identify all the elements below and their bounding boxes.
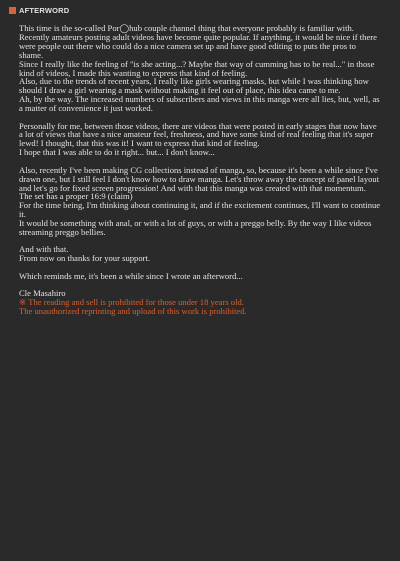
- paragraph-5: [19, 272, 381, 281]
- text-line: Personally for me, between those videos, there are videos that were posted in early stages that now have a lot of views that have a nice amateur feel, freshness, and have some kind of real feeling that it's super lewd! I thought, that this was it! I want to express that kind of feeling.: [19, 120, 377, 149]
- afterword-body: [19, 24, 381, 316]
- paragraph-4: [19, 245, 381, 263]
- text-line: The set has a proper 16:9 (claim): [19, 191, 133, 202]
- text-line: I hope that I was able to do it right... but... I don't know...: [19, 147, 215, 158]
- afterword-header: [9, 6, 69, 15]
- text-line: It would be something with anal, or with a lot of guys, or with a preggo belly. By the way I like videos streaming preggo bellies.: [19, 218, 372, 238]
- text-line: Ah, by the way. The increased numbers of subscribers and views in this manga were all lies, but, well, as a matter of convenience it just worked.: [19, 94, 380, 114]
- legal-warning: [19, 298, 381, 316]
- age-warning: ※ The reading and sell is prohibited for those under 18 years old.: [19, 297, 244, 308]
- text-line: Also, recently I've been making CG collections instead of manga, so, because it's been a while since I've drawn one, but I still feel I don't know how to draw manga. Let's throw away the concept of panel layout and let's go for fixed screen progression! And with that this manga was created with that momentum.: [19, 164, 380, 193]
- header-square-icon: [9, 7, 16, 14]
- paragraph-1: [19, 24, 381, 113]
- text-line: From now on thanks for your support.: [19, 253, 151, 264]
- text-line: Also, due to the trends of recent years, I really like girls wearing masks, but while I was thinking how should I draw a girl wearing a mask without making it feel out of place, this idea came to me.: [19, 76, 369, 96]
- paragraph-3: [19, 166, 381, 237]
- reprint-warning: The unauthorized reprinting and upload of this work is prohibited.: [19, 305, 247, 316]
- text-line: This time is the so-called Por◯hub couple channel thing that everyone probably is familiar with.: [19, 23, 354, 33]
- text-line: For the time being, I'm thinking about continuing it, and if the excitement continues, I'll want to continue it.: [19, 200, 381, 220]
- text-line: Recently amateurs posting adult videos have become quite popular. If anything, it would be nice if there were people out there who could do a nice camera set up and have good editing to puts the pros to shame.: [19, 31, 377, 60]
- text-line: And with that.: [19, 244, 69, 255]
- author-signature: Cle Masahiro: [19, 288, 66, 299]
- text-line: Since I really like the feeling of "is she acting...? Maybe that way of cumming has to be real..." in those kind of videos, I made this wanting to express that kind of feeling.: [19, 58, 375, 78]
- header-title: AFTERWORD: [19, 6, 70, 15]
- paragraph-2: [19, 122, 381, 158]
- text-line: Which reminds me, it's been a while since I wrote an afterword...: [19, 270, 243, 281]
